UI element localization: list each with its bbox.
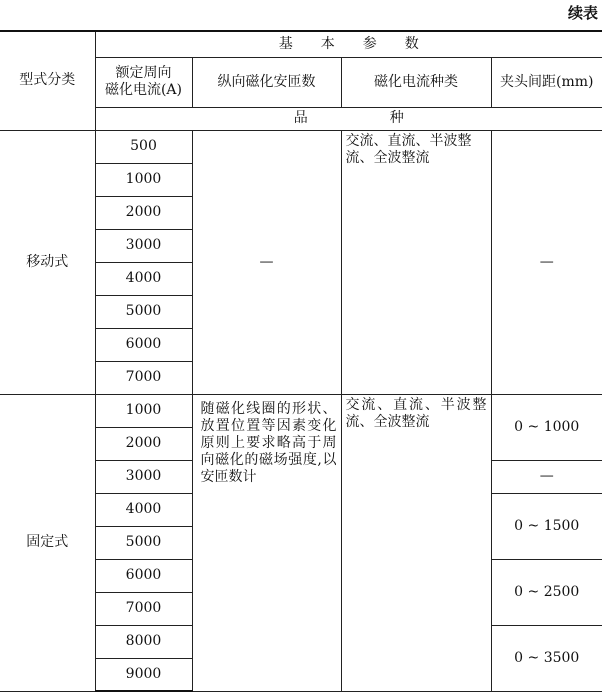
fixed-axial-note: 随磁化线圈的形状、放置位置等因素变化原则上要求略高于周向磁化的磁场强度,以安匝数计: [192, 394, 341, 691]
variety-header: 品种: [95, 107, 602, 130]
fixed-distance-range: 0 ~ 1500: [491, 493, 602, 559]
fixed-distance-dash: —: [491, 460, 602, 493]
magnetizer-spec-table: [0, 30, 602, 692]
current-cell: 1000: [95, 394, 192, 427]
mobile-type-label: 移动式: [0, 130, 95, 394]
current-header: [95, 57, 192, 107]
current-cell: 3000: [95, 229, 192, 262]
current-cell: 5000: [95, 295, 192, 328]
current-cell: 6000: [95, 559, 192, 592]
fixed-distance-range: 0 ~ 2500: [491, 559, 602, 625]
current-cell: 8000: [95, 625, 192, 658]
type-header: 型式分类: [0, 31, 95, 130]
current-cell: 7000: [95, 361, 192, 394]
fixed-kind: 交流、直流、半波整流、全波整流: [341, 394, 491, 691]
mobile-axial: [192, 130, 341, 394]
continued-label: 续表: [567, 4, 598, 22]
mobile-kind: 交流、直流、半波整流、全波整流: [341, 130, 491, 394]
current-cell: 1000: [95, 163, 192, 196]
distance-header: 夹头间距(mm): [491, 57, 602, 107]
mobile-distance: [491, 130, 602, 394]
current-cell: 5000: [95, 526, 192, 559]
current-cell: 9000: [95, 658, 192, 691]
current-cell: 7000: [95, 592, 192, 625]
current-cell: 6000: [95, 328, 192, 361]
kind-header: 磁化电流种类: [341, 57, 491, 107]
current-cell: 4000: [95, 262, 192, 295]
mobile-axial-dash: —: [259, 253, 274, 270]
basic-params-header: 基本参数: [95, 31, 602, 57]
axial-header: 纵向磁化安匝数: [192, 57, 341, 107]
current-header-line1: 额定周向: [115, 65, 172, 81]
current-cell: 3000: [95, 460, 192, 493]
current-header-line2: 磁化电流(A): [104, 82, 183, 98]
mobile-distance-dash: —: [539, 253, 554, 270]
fixed-distance-range: 0 ~ 3500: [491, 625, 602, 691]
fixed-type-label: 固定式: [0, 394, 95, 691]
current-cell: 2000: [95, 196, 192, 229]
fixed-distance-range: 0 ~ 1000: [491, 394, 602, 460]
current-cell: 4000: [95, 493, 192, 526]
current-cell: 2000: [95, 427, 192, 460]
current-cell: 500: [95, 130, 192, 163]
